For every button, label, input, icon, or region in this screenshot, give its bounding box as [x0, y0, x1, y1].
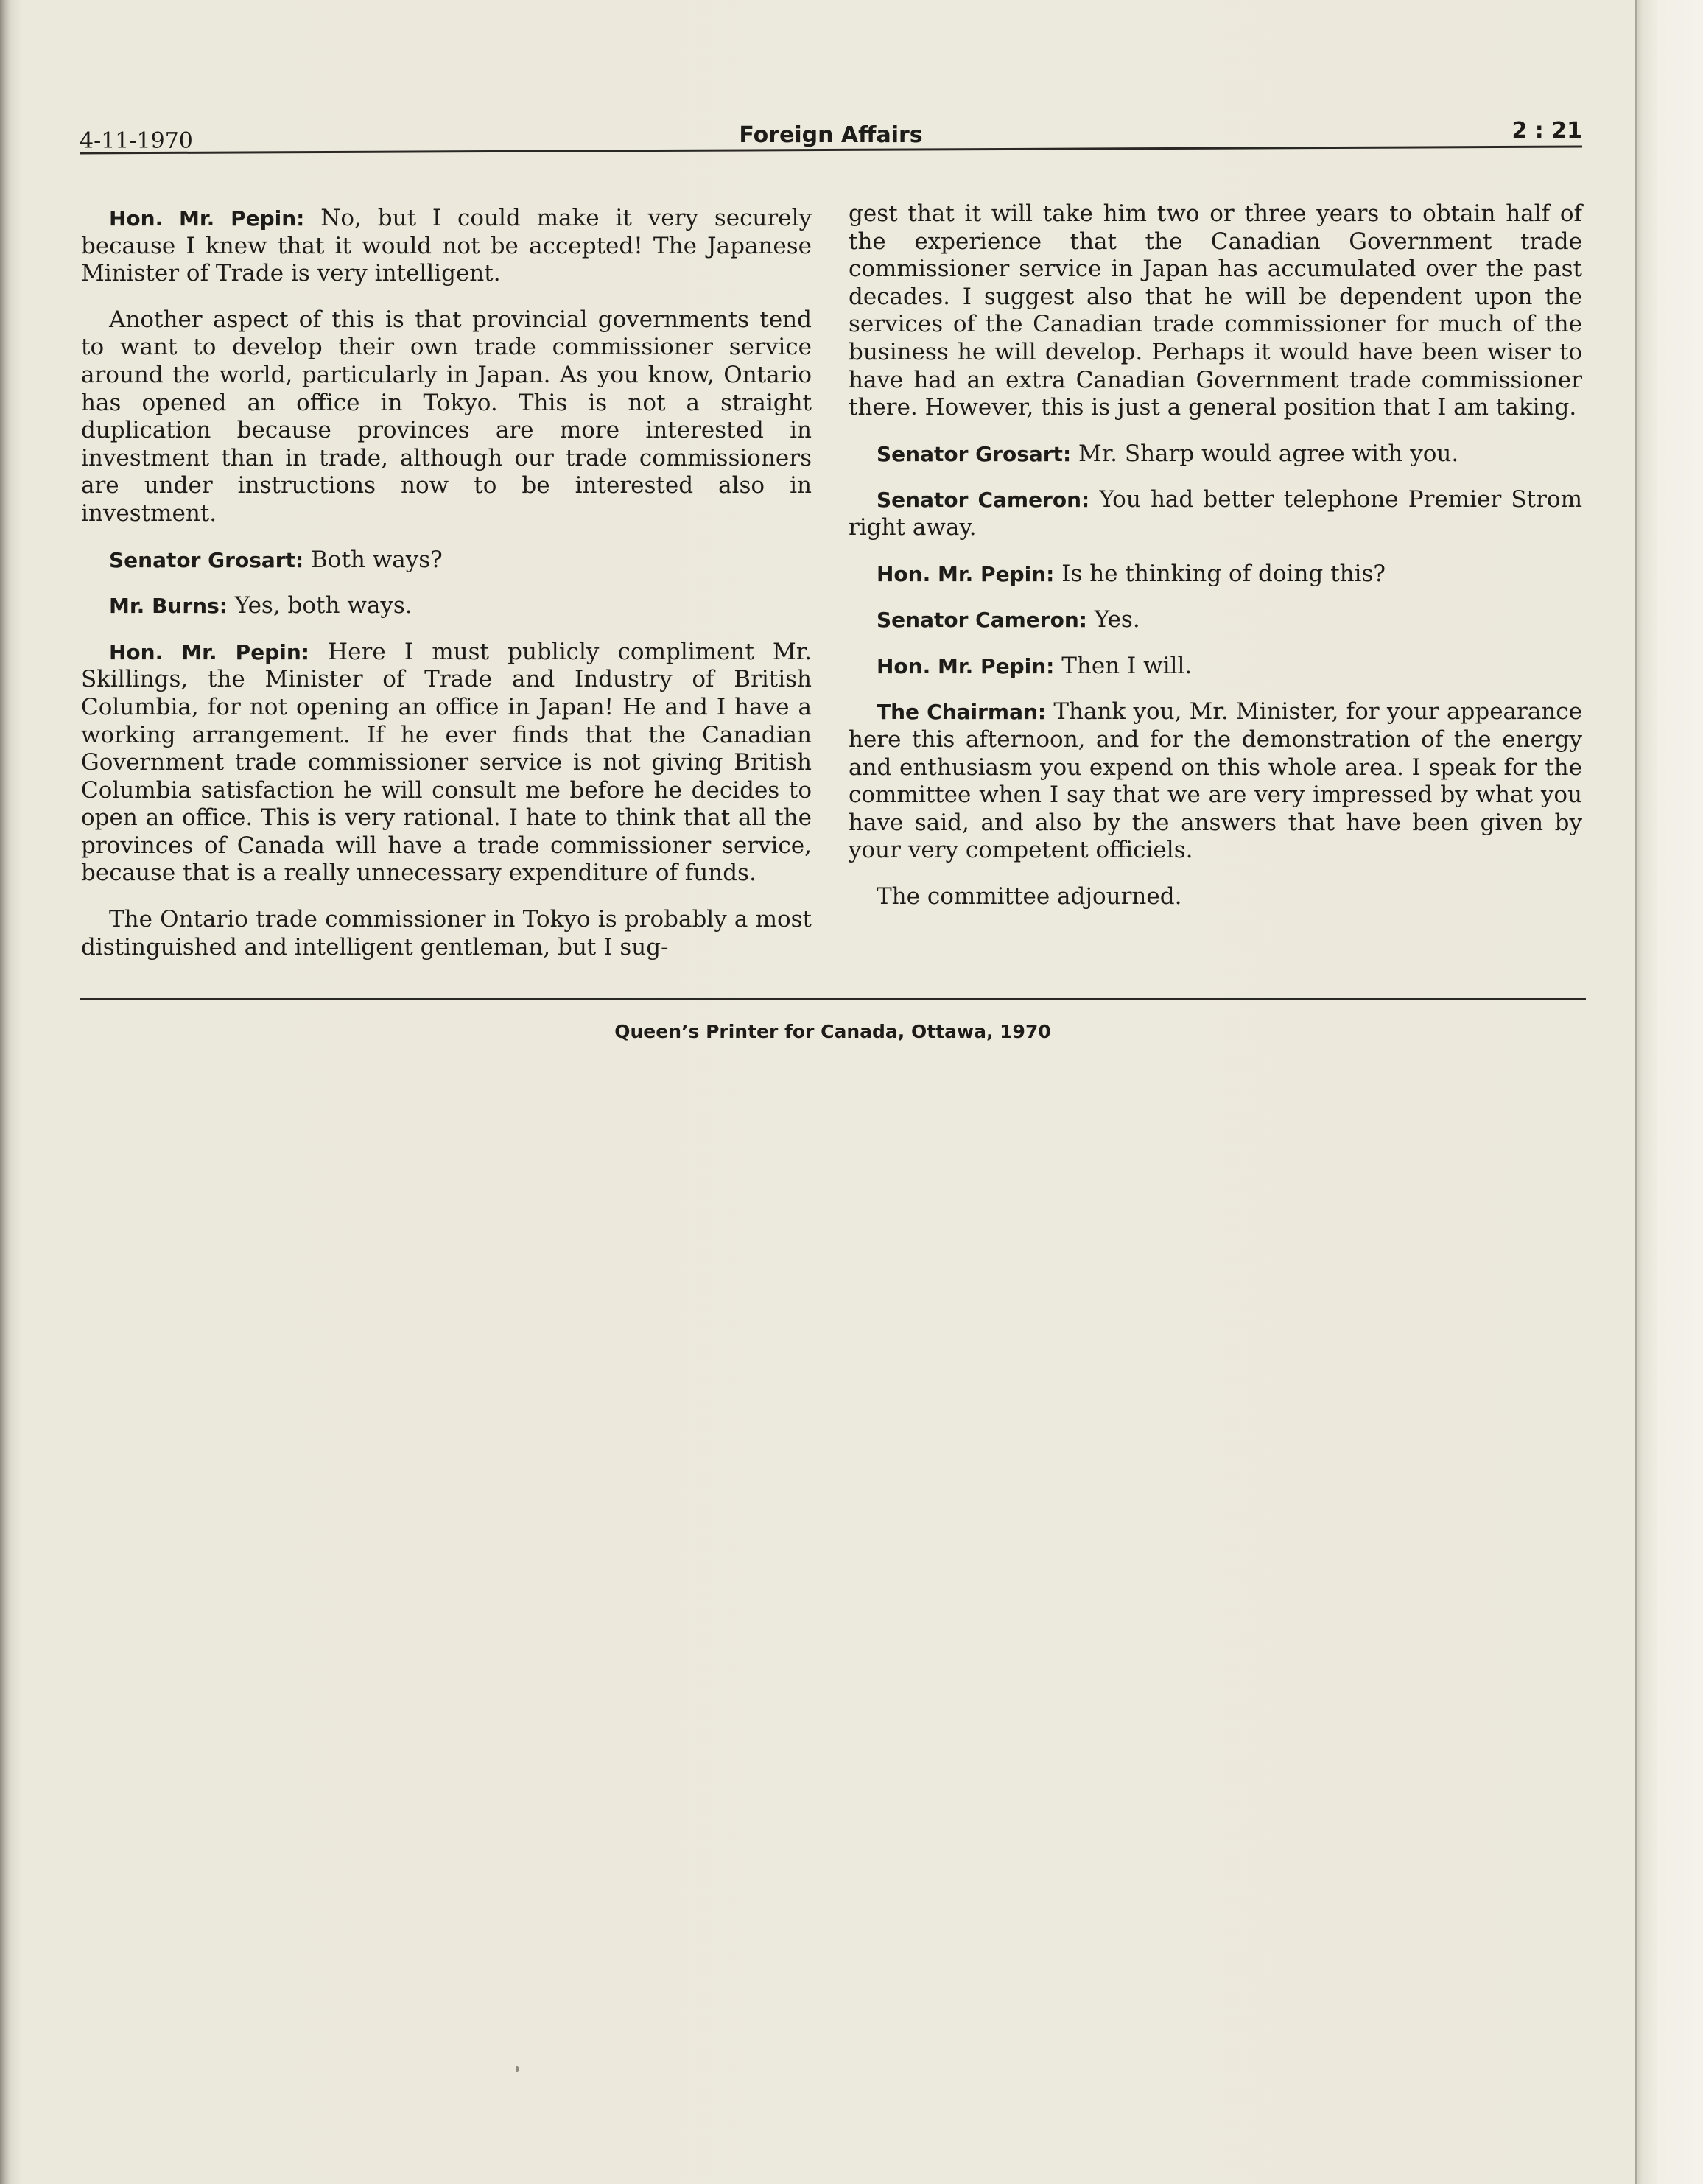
speaker-label: Hon. Mr. Pepin:: [109, 639, 309, 664]
paragraph: [849, 606, 1582, 634]
page-edge: [1635, 0, 1703, 2184]
speaker-label: Mr. Burns:: [109, 594, 228, 619]
paragraph-text: No, but I could make it very securely because I knew that it would not be accepted! The Japanese Minister of Trade is very intelligent.: [81, 205, 812, 287]
speaker-label: Senator Grosart:: [877, 441, 1072, 466]
paragraph-text: Thank you, Mr. Minister, for your appearance here this afternoon, and for the demonstration of the energy and enthusiasm you expend on this whole area. I speak for the committee when I say that we are very impressed by what you have said, and also by the answers that have been given by your very competent officiels.: [849, 698, 1582, 864]
paragraph-text: You had better telephone Premier Strom right away.: [849, 486, 1582, 541]
speaker-label: Senator Grosart:: [109, 547, 304, 572]
header-title: Foreign Affairs: [739, 122, 923, 148]
right-column: [849, 200, 1582, 929]
paragraph-text: The committee adjourned.: [877, 882, 1182, 910]
speaker-label: Hon. Mr. Pepin:: [877, 653, 1055, 678]
paragraph-text: Here I must publicly compliment Mr. Skillings, the Minister of Trade and Industry of British Columbia, for not opening an office in Japan! He and I have a working arrangement. If he ever finds that the Canadian Government trade commissioner service is not giving British Columbia satisfaction he will consult me before he decides to open an office. This is very rational. I hate to think that all the provinces of Canada will have a trade commissioner service, because that is a really unnecessary expenditure of funds.: [81, 638, 812, 887]
paragraph: [849, 561, 1582, 589]
paragraph-text: The Ontario trade commissioner in Tokyo is probably a most distinguished and intelligent gentleman, but I sug-: [81, 906, 812, 961]
paragraph: [849, 883, 1582, 911]
paragraph-text: Mr. Sharp would agree with you.: [1071, 440, 1459, 467]
paragraph: [849, 653, 1582, 681]
speaker-label: Hon. Mr. Pepin:: [877, 561, 1055, 586]
footer-rule: [80, 998, 1586, 1000]
paragraph-text: Is he thinking of doing this?: [1054, 560, 1386, 587]
paragraph: [81, 205, 812, 288]
paragraph-text: Yes.: [1086, 606, 1140, 633]
paragraph: [849, 486, 1582, 541]
paragraph-text: Another aspect of this is that provincial governments tend to want to develop their own trade commissioner service around the world, particularly in Japan. As you know, Ontario has opened an office in Tokyo. This is not a straight duplication because provinces are more interested in investment than in trade, although our trade commissioners are under instructions now to be interested also in investment.: [81, 306, 812, 527]
paragraph: [81, 906, 812, 961]
paragraph: [849, 200, 1582, 422]
paragraph: [81, 592, 812, 620]
paragraph-text: Then I will.: [1054, 652, 1193, 679]
paragraph: [81, 639, 812, 888]
page-number: 2 : 21: [1511, 118, 1582, 144]
header-date: 4-11-1970: [80, 128, 193, 154]
paragraph: [81, 306, 812, 528]
speaker-label: Senator Cameron:: [877, 608, 1087, 633]
speaker-label: Senator Cameron:: [877, 488, 1090, 513]
paragraph: [81, 547, 812, 575]
paragraph-text: Yes, both ways.: [227, 592, 412, 619]
paragraph-text: gest that it will take him two or three years to obtain half of the experience that the Canadian Government trade commissioner service in Japan has accumulated over the past decades. I suggest also that he will be dependent upon the services of the Canadian trade commissioner for much of the business he will develop. Perhaps it would have been wiser to have had an extra Canadian Government trade commissioner there. However, this is just a general position that I am taking.: [849, 200, 1582, 421]
speaker-label: Hon. Mr. Pepin:: [109, 206, 305, 231]
publisher-imprint: Queen’s Printer for Canada, Ottawa, 1970: [614, 1021, 1051, 1042]
paragraph-text: Both ways?: [303, 546, 443, 573]
left-column: [81, 205, 812, 980]
paragraph: [849, 440, 1582, 468]
paper-speck: [516, 2066, 519, 2072]
paragraph: [849, 698, 1582, 865]
speaker-label: The Chairman:: [877, 700, 1047, 725]
